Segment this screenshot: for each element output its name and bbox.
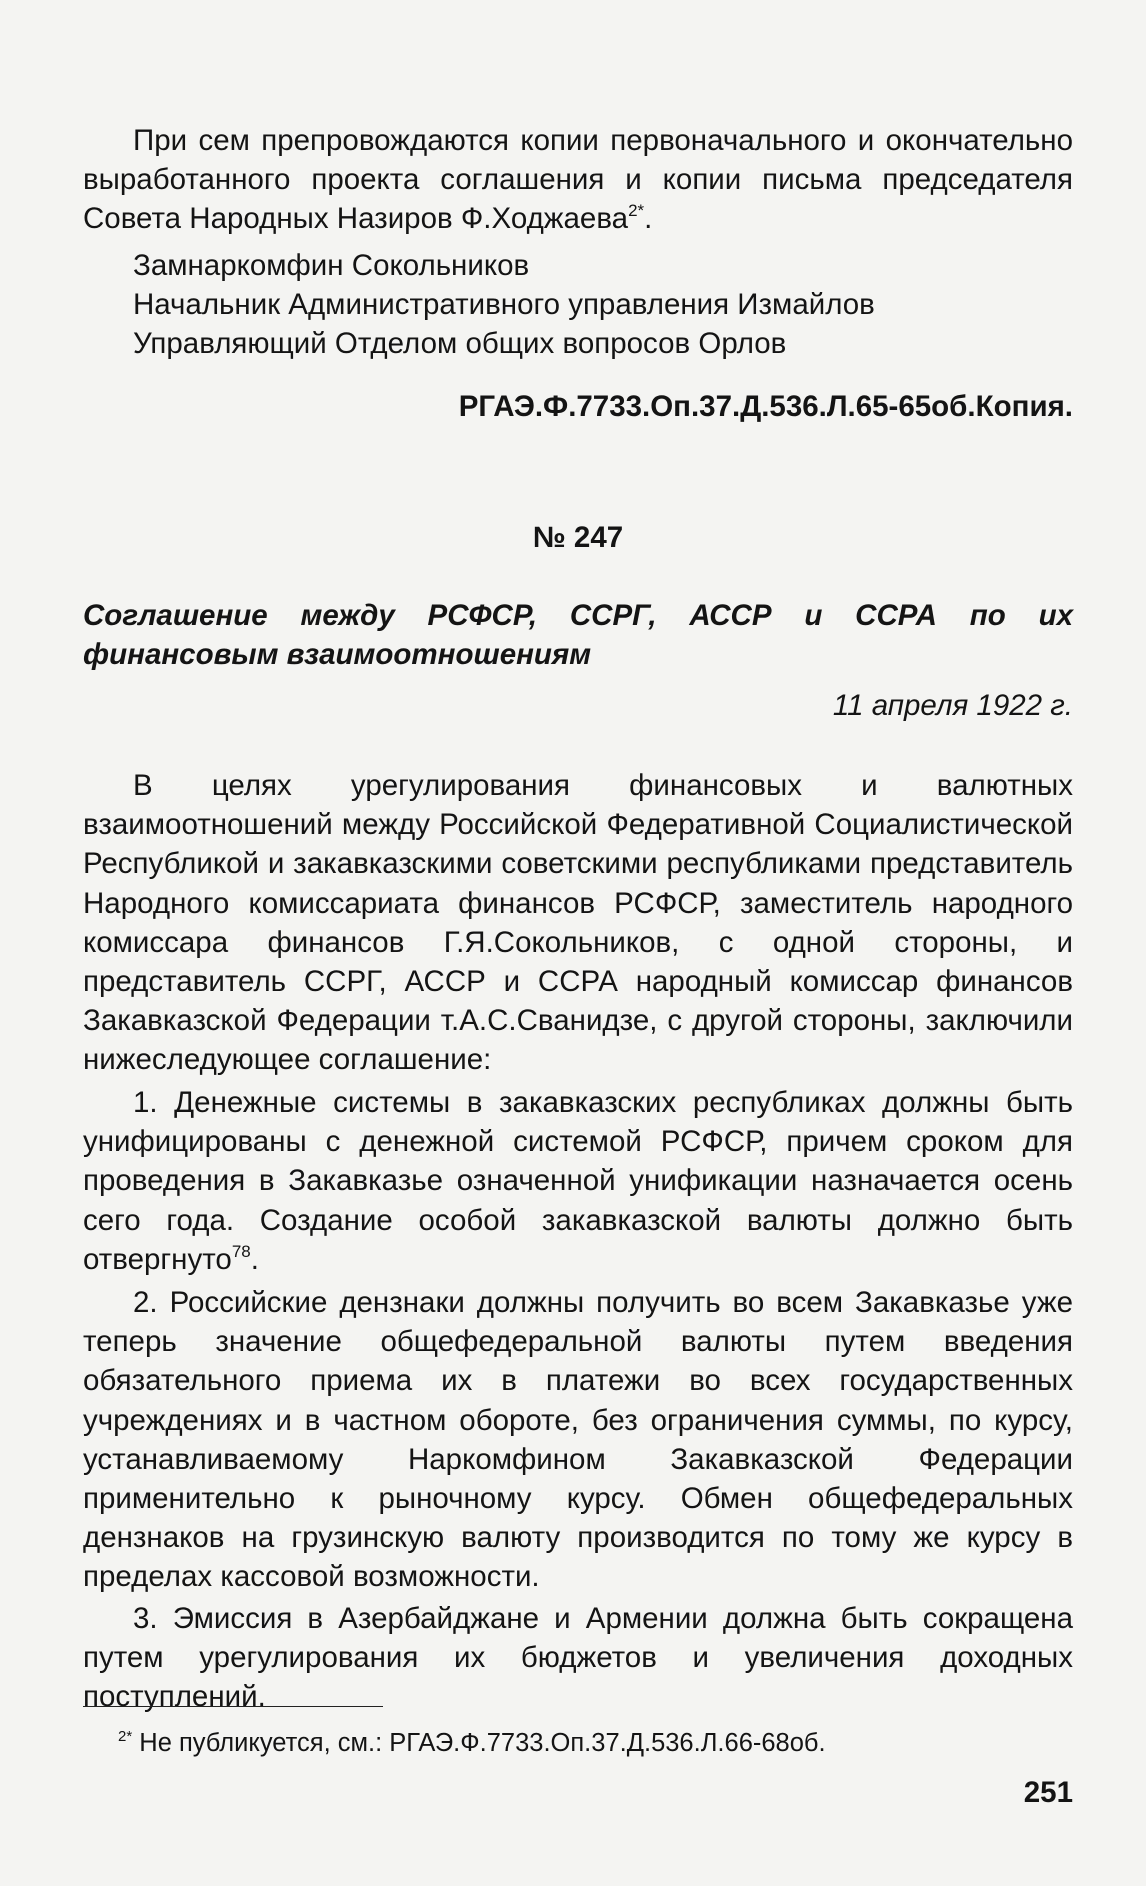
item-text: 1. Денежные системы в закавказских республиках должны быть унифицированы с денежной системой РСФСР, причем сроком для проведения в Закавказье означенной унификации назначается осень сего года. Создание особой закавказской валюты должно быть отвергнуто — [83, 1086, 1073, 1276]
intro-text: При сем препровождаются копии первоначального и окончательно выработанного проекта соглашения и копии письма председателя Совета Народных Назиров Ф.Ходжаева — [83, 124, 1073, 236]
agreement-item: 2. Российские дензнаки должны получить во всем Закавказье уже теперь значение общефедеральной валюты путем введения обязательного приема их в платежи во всех государственных учреждениях и в частном обороте, без ограничения суммы, по курсу, устанавливаемому Наркомфином Закавказской Федерации применительно к рыночному курсу. Обмен общефедеральных дензнаков на грузинскую валюту производится по тому же курсу в пределах кассовой возможности. — [83, 1286, 1073, 1594]
agreement-item: 1. Денежные системы в закавказских республиках должны быть унифицированы с денежной системой РСФСР, причем сроком для проведения в Закавказье означенной унификации назначается осень сего года. Создание особой закавказской валюты должно быть отвергнуто$^{78}$. — [83, 1086, 1073, 1276]
intro-paragraph: При сем препровождаются копии первоначального и окончательно выработанного проекта соглашения и копии письма председателя Совета Народных Назиров Ф.Ходжаева$^{2*}$. — [83, 124, 1073, 236]
footnote — [118, 1724, 826, 1763]
document-title: Соглашение между РСФСР, ССРГ, АССР и ССРА по их финансовым взаимоотношениям — [83, 599, 1073, 672]
document-date: 11 апреля 1922 г. — [832, 689, 1073, 722]
intro-note-ref: 2* — [628, 201, 645, 221]
agreement-item: 3. Эмиссия в Азербайджане и Армении должна быть сокращена путем урегулирования их бюджетов и увеличения доходных поступлений. — [83, 1602, 1073, 1714]
preamble-paragraph: В целях урегулирования финансовых и валютных взаимоотношений между Российской Федеративной Социалистической Республикой и закавказскими советскими республиками представитель Народного комиссариата финансов РСФСР, заместитель народного комиссара финансов Г.Я.Сокольников, с одной стороны, и представитель ССРГ, АССР и ССРА народный комиссар финансов Закавказской Федерации т.А.С.Сванидзе, с другой стороны, заключили нижеследующее соглашение: — [83, 769, 1073, 1077]
footnote-text: Не публикуется, см.: РГАЭ.Ф.7733.Оп.37.Д.536.Л.66-68об. — [132, 1729, 826, 1757]
document-number: № 247 — [532, 521, 624, 554]
footnote-marker: 2* — [118, 1728, 133, 1745]
footnote-divider — [83, 1706, 383, 1707]
signature-line: Управляющий Отделом общих вопросов Орлов — [133, 327, 787, 360]
signature-line: Начальник Административного управления Измайлов — [133, 288, 875, 321]
archive-reference: РГАЭ.Ф.7733.Оп.37.Д.536.Л.65-65об.Копия. — [458, 390, 1073, 423]
item-note-ref: 78 — [231, 1241, 251, 1261]
page-number: 251 — [1023, 1776, 1073, 1809]
signature-line: Замнаркомфин Сокольников — [133, 249, 530, 282]
